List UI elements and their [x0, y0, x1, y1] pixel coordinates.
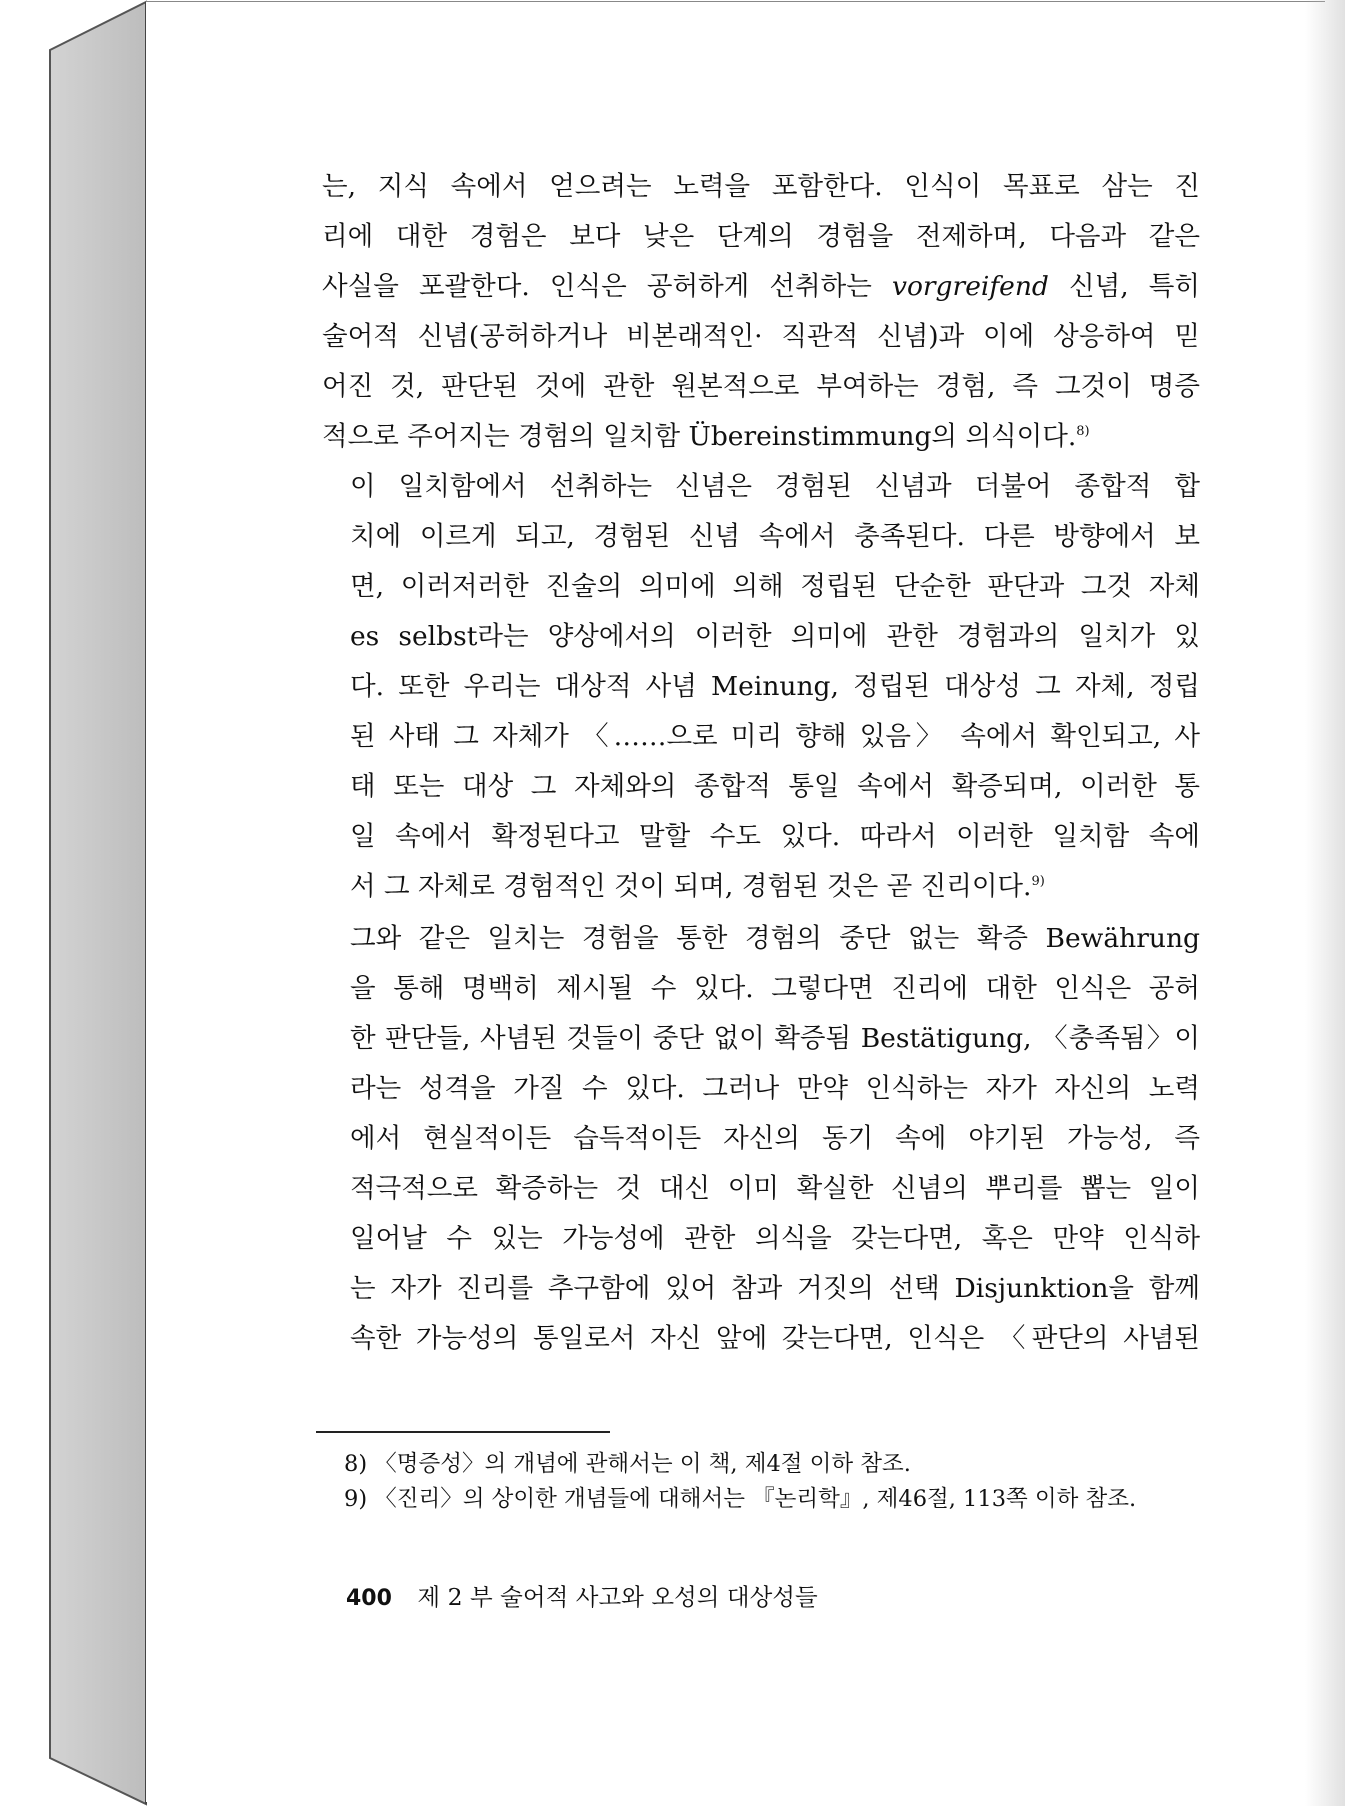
text-line: 에서 현실적이든 습득적이든 자신의 동기 속에 야기된 가능성, 즉 [350, 1123, 1200, 1154]
text-line: 술어적 신념(공허하거나 비본래적인· 직관적 신념)과 이에 상응하여 믿 [322, 321, 1200, 352]
text-line: 적극적으로 확증하는 것 대신 이미 확실한 신념의 뿌리를 뽑는 일이 [350, 1173, 1200, 1204]
page-number: 400 [346, 1586, 392, 1611]
footnote-9: 9) 〈진리〉의 상이한 개념들에 대해서는 『논리학』, 제46절, 113쪽 이하 참조. [344, 1486, 1137, 1512]
text-line: 된 사태 그 자체가 〈……으로 미리 향해 있음〉 속에서 확인되고, 사 [350, 721, 1200, 752]
footnote-ref-8[interactable]: 8) [1076, 424, 1090, 440]
italic-term: vorgreifend [891, 271, 1049, 302]
text-line: 을 통해 명백히 제시될 수 있다. 그렇다면 진리에 대한 인식은 공허 [350, 973, 1200, 1004]
text-line-content: 서 그 자체로 경험적인 것이 되며, 경험된 것은 곧 진리이다. [350, 871, 1032, 902]
footnote-divider [316, 1431, 610, 1433]
text-line: 일 속에서 확정된다고 말할 수도 있다. 따라서 이러한 일치함 속에 [350, 821, 1200, 852]
paragraph-1 [322, 162, 1200, 462]
text-line [322, 412, 1200, 462]
running-head: 제 2 부 술어적 사고와 오성의 대상성들 [417, 1583, 818, 1611]
text-line: 리에 대한 경험은 보다 낮은 단계의 경험을 전제하며, 다음과 같은 [322, 221, 1200, 252]
text-line-content: 적으로 주어지는 경험의 일치함 Übereinstimmung의 의식이다. [322, 421, 1077, 452]
text-line: 태 또는 대상 그 자체와의 종합적 통일 속에서 확증되며, 이러한 통 [350, 771, 1200, 802]
text-line: 면, 이러저러한 진술의 의미에 의해 정립된 단순한 판단과 그것 자체 [350, 571, 1200, 602]
footnote-8: 8) 〈명증성〉의 개념에 관해서는 이 책, 제4절 이하 참조. [344, 1451, 911, 1477]
text-line: 는, 지식 속에서 얻으려는 노력을 포함한다. 인식이 목표로 삼는 진 [322, 171, 1200, 202]
text-line: 는 자가 진리를 추구함에 있어 참과 거짓의 선택 Disjunktion을 함께 [350, 1273, 1200, 1304]
text-line: 일어날 수 있는 가능성에 관한 의식을 갖는다면, 혹은 만약 인식하 [350, 1223, 1200, 1254]
paragraph-3 [322, 914, 1200, 1364]
footnote-ref-9[interactable]: 9) [1031, 874, 1045, 890]
text-line: 치에 이르게 되고, 경험된 신념 속에서 충족된다. 다른 방향에서 보 [350, 521, 1200, 552]
text-line: 그와 같은 일치는 경험을 통한 경험의 중단 없는 확증 Bewährung [350, 923, 1200, 954]
page-footer [346, 1578, 818, 1612]
text-line: 다. 또한 우리는 대상적 사념 Meinung, 정립된 대상성 그 자체, 정립 [350, 671, 1200, 702]
paragraph-2 [322, 462, 1200, 912]
page-edge-shadow [1305, 0, 1345, 1806]
text-line: 사실을 포괄한다. 인식은 공허하게 선취하는 vorgreifend 신념, 특히 [322, 271, 1200, 302]
text-line [322, 862, 1200, 912]
text-line: 속한 가능성의 통일로서 자신 앞에 갖는다면, 인식은 〈판단의 사념된 [350, 1323, 1200, 1354]
text-line: 어진 것, 판단된 것에 관한 원본적으로 부여하는 경험, 즉 그것이 명증 [322, 371, 1200, 402]
text-line: es selbst라는 양상에서의 이러한 의미에 관한 경험과의 일치가 있 [350, 621, 1200, 652]
text-line: 이 일치함에서 선취하는 신념은 경험된 신념과 더불어 종합적 합 [350, 471, 1200, 502]
text-line: 한 판단들, 사념된 것들이 중단 없이 확증됨 Bestätigung, 〈충족됨〉이 [350, 1023, 1200, 1054]
text-line: 라는 성격을 가질 수 있다. 그러나 만약 인식하는 자가 자신의 노력 [350, 1073, 1200, 1104]
